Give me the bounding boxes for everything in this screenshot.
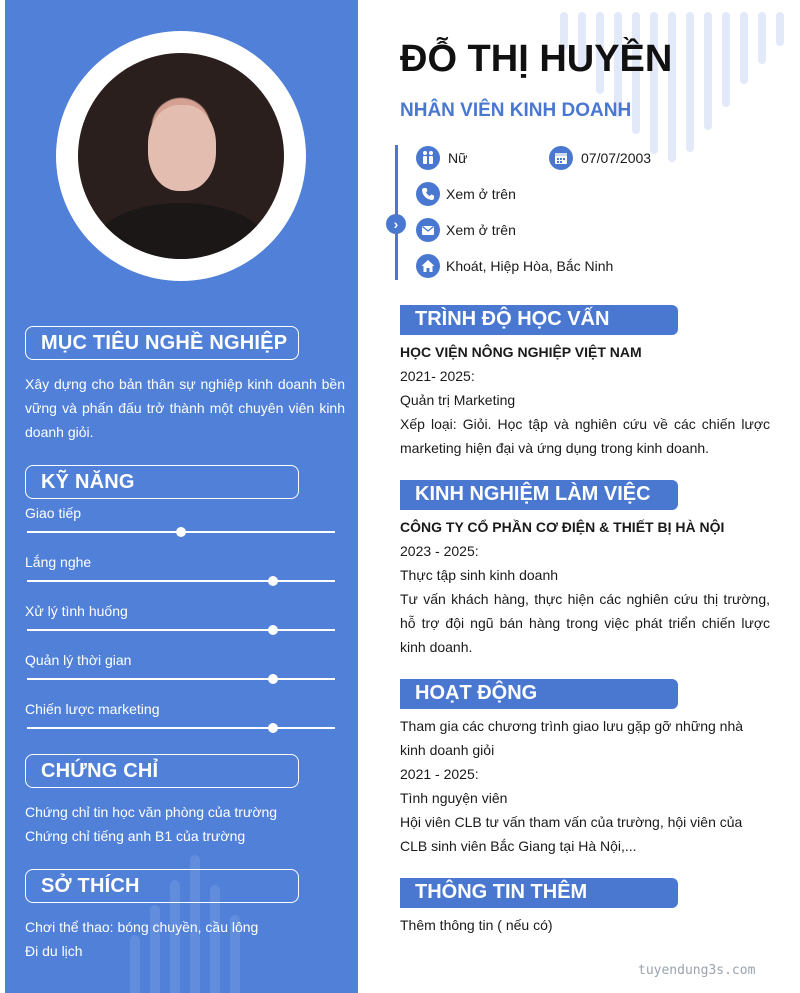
birthdate-value: 07/07/2003 [581, 150, 652, 166]
experience-period: 2023 - 2025: [400, 543, 479, 559]
skill-label: Lắng nghe [25, 554, 92, 570]
sidebar [5, 0, 358, 993]
skill-bar [27, 531, 335, 533]
phone-icon [416, 182, 440, 206]
extra-heading [400, 878, 678, 908]
skills-title: KỸ NĂNG [41, 471, 135, 493]
activities-role: Tình nguyện viên [400, 790, 508, 806]
chevron-right-icon[interactable]: › [386, 214, 406, 234]
email-value: Xem ở trên [446, 222, 516, 238]
skill-level-knob [268, 674, 278, 684]
extra-text: Thêm thông tin ( nếu có) [400, 917, 553, 933]
education-school: HỌC VIỆN NÔNG NGHIỆP VIỆT NAM [400, 344, 642, 360]
gender-value: Nữ [448, 150, 468, 166]
education-major: Quản trị Marketing [400, 392, 516, 408]
experience-description: Tư vấn khách hàng, thực hiện các nghiên cứu thị trường, hỗ trợ đội ngũ bán hàng trong việc phát triển chiến lược kinh doanh. [400, 591, 770, 655]
decorative-bar [776, 12, 784, 46]
hobby-item: Đi du lịch [25, 943, 83, 959]
avatar [78, 53, 284, 259]
info-divider [395, 145, 398, 280]
objective-title: MỤC TIÊU NGHỀ NGHIỆP [41, 332, 288, 354]
envelope-icon [416, 218, 440, 242]
avatar-frame [56, 31, 306, 281]
skill-bar [27, 678, 335, 680]
education-title: TRÌNH ĐỘ HỌC VẤN [415, 308, 610, 330]
skills-heading [25, 465, 299, 499]
activities-description: Hội viên CLB tư vấn tham vấn của trường, hội viên của CLB sinh viên Bắc Giang tại Hà Nội,... [400, 814, 743, 854]
activities-title: HOẠT ĐỘNG [415, 682, 538, 704]
skill-label: Giao tiếp [25, 505, 82, 521]
experience-heading [400, 480, 678, 510]
candidate-name: ĐỖ THỊ HUYỀN [400, 38, 673, 80]
skill-level-knob [268, 723, 278, 733]
watermark: tuyendung3s.com [638, 963, 756, 978]
decorative-bar [740, 12, 748, 84]
skill-bar [27, 629, 335, 631]
job-title: NHÂN VIÊN KINH DOANH [400, 100, 632, 121]
calendar-icon [549, 146, 573, 170]
address-value: Khoát, Hiệp Hòa, Bắc Ninh [446, 258, 614, 274]
skill-bar [27, 727, 335, 729]
education-period: 2021- 2025: [400, 368, 475, 384]
skill-label: Quản lý thời gian [25, 652, 132, 668]
education-heading [400, 305, 678, 335]
objective-heading [25, 326, 299, 360]
decorative-bar [704, 12, 712, 130]
decorative-bar [686, 12, 694, 152]
activities-heading [400, 679, 678, 709]
objective-text: Xây dựng cho bản thân sự nghiệp kinh doanh bền vững và phấn đấu trở thành một chuyên viên kinh doanh giỏi. [25, 376, 345, 440]
skill-label: Chiến lược marketing [25, 701, 160, 717]
hobbies-heading [25, 869, 299, 903]
education-description: Xếp loại: Giỏi. Học tập và nghiên cứu về các chiến lược marketing hiện đại và ứng dụng trong kinh doanh. [400, 416, 770, 456]
avatar-shoulders [96, 203, 266, 259]
avatar-face [148, 105, 216, 191]
home-icon [416, 254, 440, 278]
skill-bar [27, 580, 335, 582]
skill-level-knob [268, 625, 278, 635]
certificates-title: CHỨNG CHỈ [41, 760, 159, 782]
certificate-item: Chứng chỉ tiếng anh B1 của trường [25, 828, 246, 844]
skill-level-knob [268, 576, 278, 586]
decorative-bar [722, 12, 730, 107]
experience-company: CÔNG TY CỔ PHẦN CƠ ĐIỆN & THIẾT BỊ HÀ NỘI [400, 519, 725, 535]
extra-title: THÔNG TIN THÊM [415, 881, 588, 903]
hobby-item: Chơi thể thao: bóng chuyền, cầu lông [25, 919, 259, 935]
experience-position: Thực tập sinh kinh doanh [400, 567, 559, 583]
phone-value: Xem ở trên [446, 186, 516, 202]
certificates-heading [25, 754, 299, 788]
decorative-bar [650, 12, 658, 154]
gender-icon [416, 146, 440, 170]
hobbies-title: SỞ THÍCH [41, 875, 140, 897]
decorative-bar [758, 12, 766, 64]
experience-title: KINH NGHIỆM LÀM VIỆC [415, 483, 651, 505]
certificate-item: Chứng chỉ tin học văn phòng của trường [25, 804, 278, 820]
activities-organization: Tham gia các chương trình giao lưu gặp gỡ những nhà kinh doanh giỏi [400, 718, 744, 758]
activities-period: 2021 - 2025: [400, 766, 479, 782]
skill-level-knob [176, 527, 186, 537]
skill-label: Xử lý tình huống [25, 603, 128, 619]
decorative-bar [668, 12, 676, 162]
